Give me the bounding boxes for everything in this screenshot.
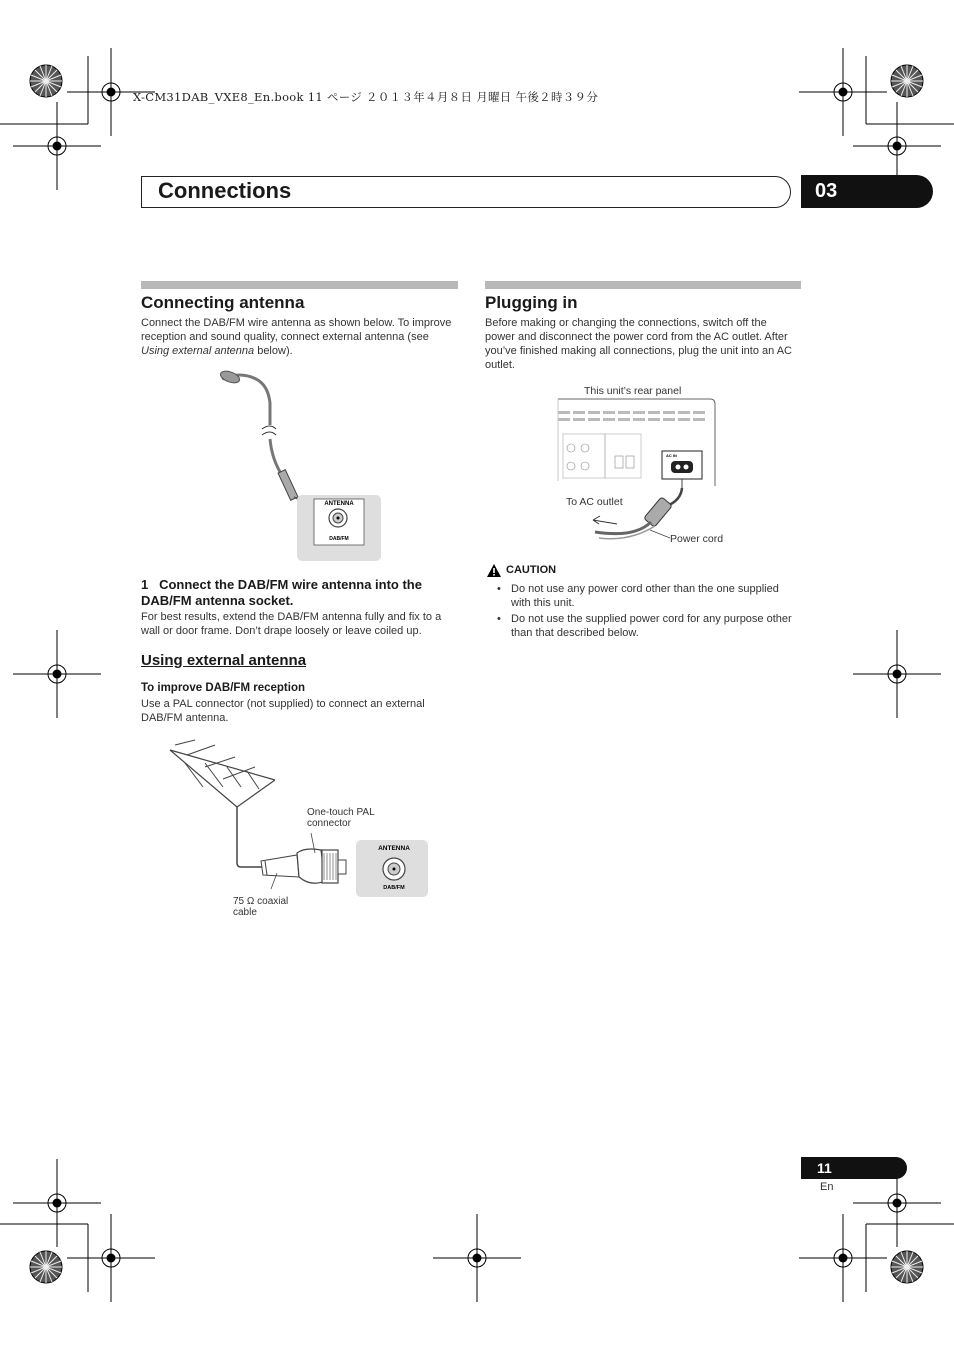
caution-item: • Do not use the supplied power cord for any purpose other than that described below. <box>485 612 801 640</box>
rear-panel-figure <box>555 396 720 546</box>
step-title-text: Connect the DAB/FM wire antenna into the DAB/FM antenna socket. <box>141 577 422 608</box>
power-cord-label: Power cord <box>670 533 724 545</box>
to-ac-outlet-label: To AC outlet <box>566 496 623 508</box>
warning-icon <box>486 563 502 578</box>
registration-cross-icon <box>799 1214 887 1302</box>
step-number: 1 <box>141 577 149 592</box>
caution-title: CAUTION <box>506 564 557 576</box>
coax-label-line1: 75 Ω coaxial <box>233 896 289 907</box>
ac-in-label: AC IN <box>666 453 677 458</box>
ext-panel-label: ANTENNA <box>378 845 410 852</box>
antenna-panel-label: ANTENNA <box>324 501 354 507</box>
caution-list <box>485 582 801 642</box>
registration-rosette-icon <box>30 65 62 97</box>
registration-cross-icon <box>853 630 941 718</box>
wire-antenna-figure <box>210 365 390 565</box>
rear-panel-label: This unit’s rear panel <box>584 385 682 397</box>
registration-rosette-icon <box>891 1251 923 1283</box>
registration-rosette-icon <box>30 1251 62 1283</box>
section-rule <box>485 281 801 289</box>
plugging-intro: Before making or changing the connections, switch off the power and disconnect the power cord from the AC outlet. After you’ve finished making all connections, plug the unit into an AC outlet. <box>485 317 792 371</box>
registration-rosette-icon <box>891 65 923 97</box>
external-antenna-figure <box>165 735 435 925</box>
step-1-title <box>141 577 463 609</box>
improve-reception-body: Use a PAL connector (not supplied) to connect an external DAB/FM antenna. <box>141 698 425 724</box>
page-number: 11 <box>801 1157 907 1179</box>
print-info: X-CM31DAB_VXE8_En.book 11 ページ ２０１３年４月８日 月曜日 午後２時３９分 <box>133 90 599 104</box>
antenna-intro <box>141 316 459 358</box>
section-heading-plugging: Plugging in <box>485 293 578 312</box>
chapter-number: 03 <box>801 175 933 208</box>
registration-cross-icon <box>433 1214 521 1302</box>
section-rule <box>141 281 458 289</box>
intro-text: Connect the DAB/FM wire antenna as shown below. To improve reception and sound quality, connect external antenna (see <box>141 317 452 343</box>
intro-text-end: below). <box>254 345 293 357</box>
coax-label-line2: cable <box>233 907 257 918</box>
registration-cross-icon <box>13 630 101 718</box>
language-code: En <box>820 1181 834 1193</box>
registration-cross-icon <box>799 48 887 136</box>
pal-connector-label <box>307 807 375 829</box>
step-1-body: For best results, extend the DAB/FM antenna fully and fix to a wall or door frame. Don’t drape loosely or leave coiled up. <box>141 611 442 637</box>
registration-cross-icon <box>67 1214 155 1302</box>
antenna-panel-sublabel: DAB/FM <box>329 536 349 542</box>
caution-item: • Do not use any power cord other than the one supplied with this unit. <box>485 582 801 610</box>
improve-reception-label: To improve DAB/FM reception <box>141 682 305 694</box>
pal-label-line1: One-touch PAL <box>307 807 375 818</box>
section-heading-antenna: Connecting antenna <box>141 293 305 312</box>
subheading-external-antenna: Using external antenna <box>141 652 307 669</box>
pal-label-line2: connector <box>307 818 351 829</box>
intro-link-text: Using external antenna <box>141 345 255 357</box>
chapter-title: Connections <box>158 178 292 203</box>
coax-cable-label <box>233 896 288 918</box>
ext-panel-sublabel: DAB/FM <box>383 885 405 891</box>
